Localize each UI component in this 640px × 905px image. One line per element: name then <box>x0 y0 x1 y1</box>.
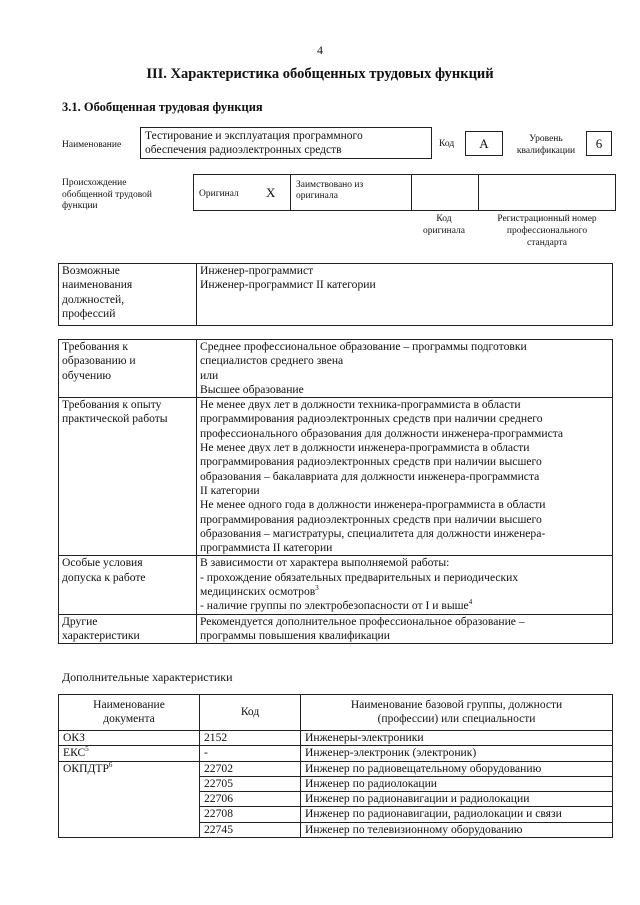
text-line: Не менее двух лет в должности техника-программиста в области <box>200 398 521 412</box>
text-fragment: - наличие группы по электробезопасности от I и выше <box>200 599 469 613</box>
positions-values <box>197 264 613 326</box>
level-label-line: Уровень <box>529 134 563 144</box>
caption-line: оригинала <box>423 226 465 236</box>
text-line: программиста II категории <box>200 541 333 555</box>
name-label: Наименование <box>62 140 122 150</box>
level-label-line: квалификации <box>516 146 576 156</box>
label-line: практической работы <box>62 412 168 426</box>
text-line <box>200 599 609 613</box>
position-item: Инженер-программист <box>200 264 314 277</box>
doc-cell <box>59 731 200 746</box>
original-mark: X <box>266 185 276 200</box>
page-number: 4 <box>317 43 323 57</box>
code-cell: 22706 <box>200 792 301 807</box>
positions-table <box>58 263 613 326</box>
text-line: образования – магистратуры, специалитета для должности инженера- <box>200 526 546 540</box>
text-fragment: медицинских осмотров <box>200 585 316 599</box>
doc-name: ОКЗ <box>63 731 85 744</box>
name-value-line: Тестирование и эксплуатация программного <box>145 130 363 142</box>
name-cell: Инженер-электроник (электроник) <box>301 746 613 761</box>
code-orig-caption <box>411 213 477 237</box>
caption-line: профессионального <box>506 226 588 236</box>
code-cell: 2152 <box>200 731 301 746</box>
subsection-title: 3.1. Обобщенная трудовая функция <box>62 100 263 114</box>
code-cell: 22745 <box>200 822 301 837</box>
doc-cell <box>59 746 200 761</box>
footnote-ref: 6 <box>108 760 113 769</box>
borrowed-label-line: оригинала <box>296 191 338 201</box>
caption-line: Код <box>436 214 452 224</box>
education-label <box>59 340 197 398</box>
borrowed-label <box>296 180 363 202</box>
position-item: Инженер-программист II категории <box>200 278 376 292</box>
text-line: образования – бакалавриата для должности инженера-программиста <box>200 469 540 483</box>
label-line: характеристики <box>62 628 140 642</box>
original-label: Оригинал <box>199 189 239 199</box>
text-line: Не менее двух лет в должности инженера-программиста в области <box>200 441 530 455</box>
text-line: Не менее одного года в должности инженера-программиста в области <box>200 498 546 512</box>
other-label <box>59 614 197 644</box>
origin-label-line: функции <box>62 201 98 211</box>
table-row <box>59 731 613 746</box>
text-line: профессионального образования для должности инженера-программиста <box>200 426 564 440</box>
name-cell: Инженер по телевизионному оборудованию <box>301 822 613 837</box>
name-cell: Инженер по радионавигации и радиолокации <box>301 792 613 807</box>
header-line: документа <box>103 712 155 725</box>
label-line: образованию и <box>62 354 136 368</box>
label-line: Возможные <box>62 264 120 277</box>
origin-label-line: обобщенной трудовой <box>62 189 152 200</box>
code-label: Код <box>439 139 455 149</box>
text-line <box>200 585 609 599</box>
text-line: - прохождение обязательных предварительных и периодических <box>200 570 519 584</box>
origin-table <box>193 174 616 211</box>
text-line: программирования радиоэлектронных средств при наличии высшего <box>200 512 542 526</box>
label-line: Требования к опыту <box>62 398 162 412</box>
text-line: программирования радиоэлектронных средств при наличии среднего <box>200 412 543 426</box>
text-line: программирования радиоэлектронных средств при наличии высшего <box>200 455 542 469</box>
col-header-code: Код <box>200 695 301 731</box>
name-cell: Инженер по радионавигации, радиолокации и связи <box>301 807 613 822</box>
col-header-name <box>301 695 613 731</box>
experience-label <box>59 398 197 556</box>
text-line: специалистов среднего звена <box>200 354 344 368</box>
header-line: Наименование <box>93 699 165 711</box>
additional-table <box>58 694 613 838</box>
text-line: Среднее профессиональное образование – программы подготовки <box>200 340 527 353</box>
code-cell: 22705 <box>200 776 301 791</box>
footnote-ref: 5 <box>85 745 89 754</box>
admission-text <box>197 556 613 614</box>
label-line: допуска к работе <box>62 570 146 584</box>
text-line: или <box>200 368 219 382</box>
label-line: профессий <box>62 306 116 320</box>
name-cell: Инженер по радиолокации <box>301 776 613 791</box>
text-line: программы повышения квалификации <box>200 628 390 642</box>
other-text <box>197 614 613 644</box>
label-line: Требования к <box>62 340 129 353</box>
section-title: III. Характеристика обобщенных трудовых функций <box>146 66 494 82</box>
footnote-ref: 4 <box>468 598 473 607</box>
text-line: Рекомендуется дополнительное профессиональное образование – <box>200 614 525 628</box>
text-line: В зависимости от характера выполняемой работы: <box>200 556 450 570</box>
name-cell: Инженеры-электроники <box>301 731 613 746</box>
table-row <box>59 761 613 776</box>
name-value-line: обеспечения радиоэлектронных средств <box>145 144 342 156</box>
level-value: 6 <box>586 131 612 156</box>
label-line: должностей, <box>62 292 125 306</box>
label-line: обучению <box>62 368 112 382</box>
label-line: Другие <box>62 614 98 628</box>
education-text <box>197 340 613 398</box>
doc-cell <box>59 761 200 837</box>
header-line: (профессии) или специальности <box>377 712 536 725</box>
code-cell: 22708 <box>200 807 301 822</box>
label-line: Особые условия <box>62 556 143 570</box>
additional-heading: Дополнительные характеристики <box>62 670 233 684</box>
doc-name: ЕКС <box>63 746 86 760</box>
experience-text <box>197 398 613 556</box>
text-line: II категории <box>200 483 260 497</box>
caption-line: стандарта <box>527 238 567 248</box>
level-label <box>510 133 582 157</box>
origin-label <box>62 178 152 213</box>
borrowed-label-line: Заимствовано из <box>296 180 364 190</box>
name-value-box <box>140 127 432 159</box>
table-row <box>59 746 613 761</box>
origin-label-line: Происхождение <box>62 178 127 188</box>
requirements-table <box>58 339 613 644</box>
positions-label <box>59 264 197 326</box>
code-cell: 22702 <box>200 761 301 776</box>
name-cell: Инженер по радиовещательному оборудованию <box>301 761 613 776</box>
label-line: наименования <box>62 278 133 292</box>
caption-line: Регистрационный номер <box>497 214 597 224</box>
code-cell: - <box>200 746 301 761</box>
code-value: A <box>465 131 503 156</box>
admission-label <box>59 556 197 614</box>
reg-num-caption <box>478 213 616 249</box>
footnote-ref: 3 <box>315 584 319 593</box>
header-line: Наименование базовой группы, должности <box>350 699 563 711</box>
doc-name: ОКПДТР <box>63 761 109 775</box>
col-header-doc <box>59 695 200 731</box>
text-line: Высшее образование <box>200 382 304 396</box>
